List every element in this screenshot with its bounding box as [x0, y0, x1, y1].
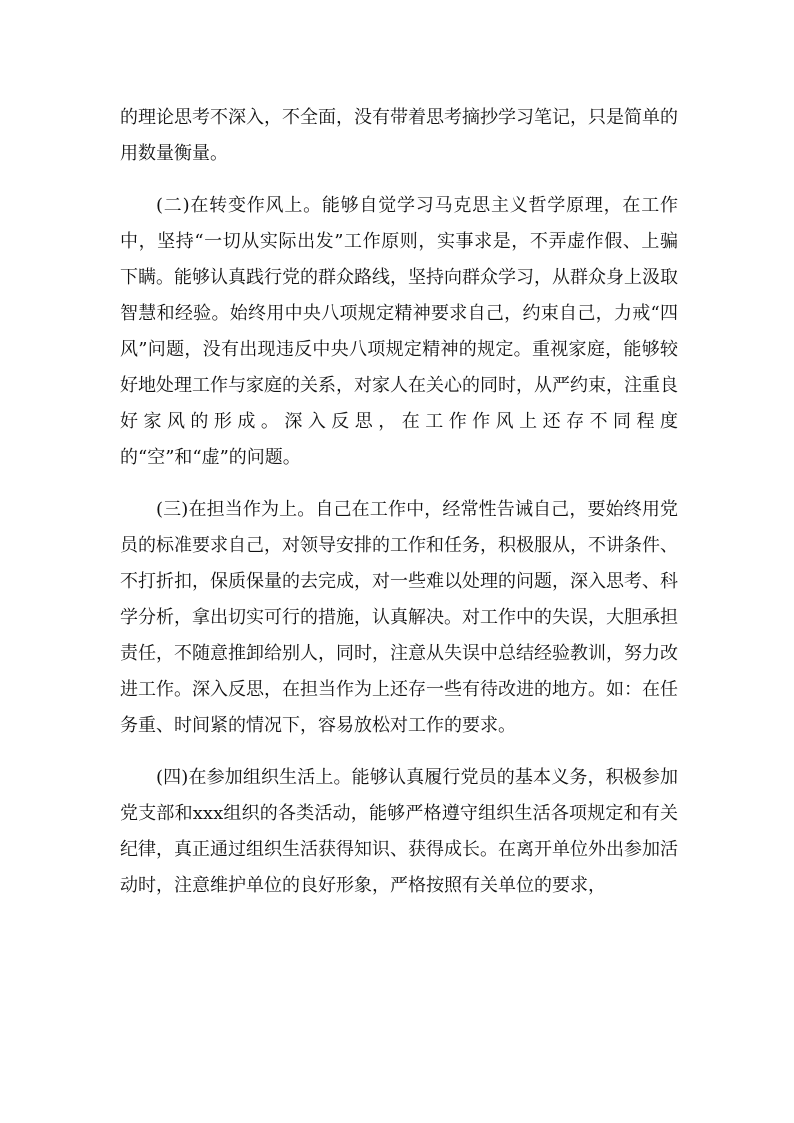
paragraph-3: (三)在担当作为上。自己在工作中，经常性告诫自己，要始终用党员的标准要求自己，对领导安排的工作和任务，积极服从，不讲条件、不打折扣，保质保量的去完成，对一些难以处理的问题，深入思考、科学分析，拿出切实可行的措施，认真解决。对工作中的失误，大胆承担责任，不随意推卸给别人，同时，注意从失误中总结经验教训，努力改进工作。深入反思，在担当作为上还存一些有待改进的地方。如：在任务重、时间紧的情况下，容易放松对工作的要求。 — [120, 499, 678, 736]
paragraph-2: (二)在转变作风上。能够自觉学习马克思主义哲学原理，在工作中，坚持“一切从实际出发”工作原则，实事求是，不弄虚作假、上骗下瞒。能够认真践行党的群众路线，坚持向群众学习，从群众身上汲取智慧和经验。始终用中央八项规定精神要求自己，约束自己，力戒“四风”问题，没有出现违反中央八项规定精神的规定。重视家庭，能够较好地处理工作与家庭的关系，对家人在关心的同时，从严约束，注重良好家风的形成。深入反思，在工作作风上还存不同程度的“空”和“虚”的问题。 — [120, 195, 678, 468]
paragraph-4: (四)在参加组织生活上。能够认真履行党员的基本义务，积极参加党支部和xxx组织的各类活动，能够严格遵守组织生活各项规定和有关纪律，真正通过组织生活获得知识、获得成长。在离开单位外出参加活动时，注意维护单位的良好形象，严格按照有关单位的要求， — [120, 767, 678, 896]
paragraph-1: 的理论思考不深入，不全面，没有带着思考摘抄学习笔记，只是简单的用数量衡量。 — [120, 107, 678, 164]
document-body — [120, 100, 678, 920]
